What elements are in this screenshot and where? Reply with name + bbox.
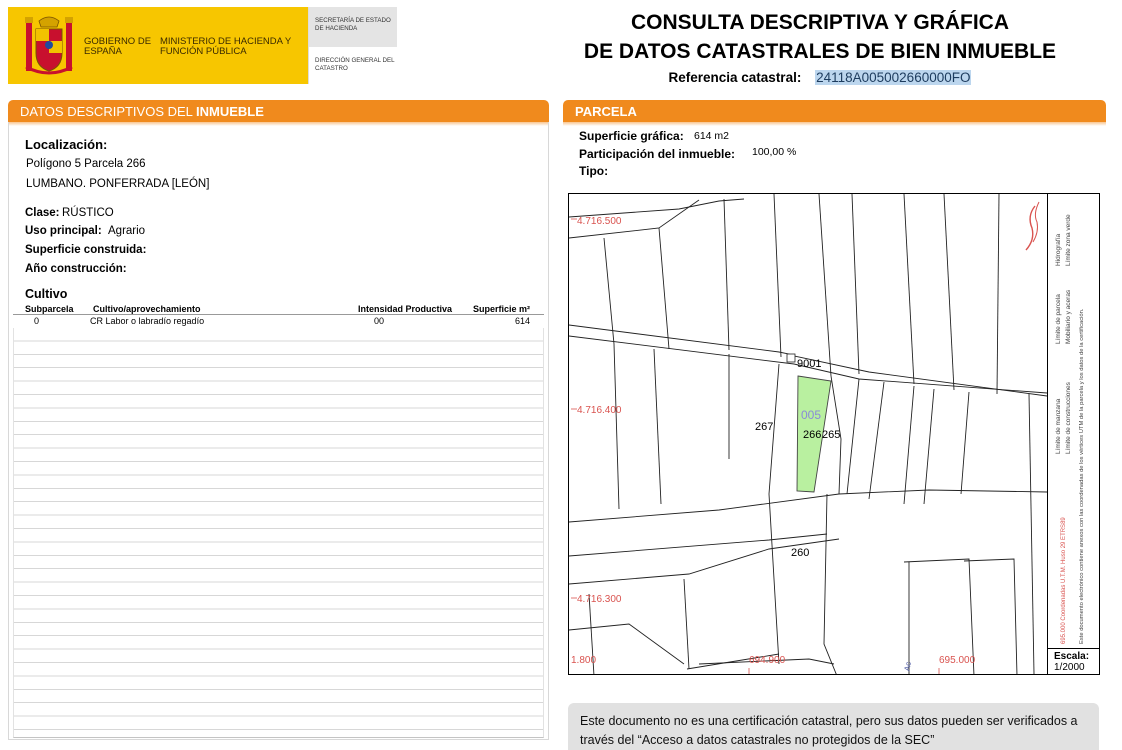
clase-value: RÚSTICO: [62, 207, 114, 219]
participacion-value: 100,00 %: [752, 146, 797, 158]
bar-title-prefix: DATOS DESCRIPTIVOS DEL: [20, 104, 197, 119]
table-empty-rows: [13, 328, 544, 738]
parcel-label-266: 266: [803, 429, 822, 441]
coord-y-3: 4.716.300: [577, 594, 622, 605]
coord-y-1: 4.716.500: [577, 216, 622, 227]
datos-descriptivos-header: [8, 100, 549, 122]
gobierno-de-espana-text: GOBIERNO DE ESPAÑA: [84, 36, 152, 57]
parcel-label-265: 265: [822, 429, 841, 441]
cell-intensidad: 00: [374, 316, 385, 326]
parcela-title: PARCELA: [575, 104, 637, 119]
cell-cultivo: CR Labor o labradío regadío: [90, 316, 205, 326]
legend-limite-parcela: Límite de parcela: [1055, 294, 1062, 344]
superficie-construida-label: Superficie construida:: [25, 244, 147, 256]
referencia-catastral-row: [560, 70, 1080, 85]
localizacion-line-2: LUMBANO. PONFERRADA [LEÓN]: [26, 178, 210, 190]
direccion-catastro-text: DIRECCIÓN GENERAL DEL CATASTRO: [315, 57, 395, 72]
legend-zona-verde: Límite zona verde: [1065, 214, 1072, 266]
document-title: [560, 8, 1080, 66]
bar-title-bold: INMUEBLE: [196, 104, 264, 119]
legend-mobiliario: Mobiliario y aceras: [1065, 289, 1072, 344]
table-header: [13, 303, 544, 315]
legend-note-utm: 695.000 Coordenadas U.T.M. Huso 29 ETRS89: [1061, 517, 1067, 644]
referencia-value[interactable]: 24118A005002660000FO: [816, 70, 971, 85]
coord-x-1: 1.800: [571, 655, 597, 666]
legend-hidrografia: Hidrografía: [1055, 233, 1062, 266]
uso-principal-label: Uso principal:: [25, 225, 102, 237]
government-logo-banner: [8, 7, 308, 84]
participacion-label: Participación del inmueble:: [579, 147, 736, 161]
uso-principal-value: Agrario: [108, 225, 146, 237]
col-superficie: Superficie m²: [473, 304, 531, 314]
clase-label: Clase:: [25, 207, 60, 219]
title-line-1: CONSULTA DESCRIPTIVA Y GRÁFICA: [630, 11, 1010, 34]
coord-x-2: 694.900: [749, 655, 786, 666]
col-subparcela: Subparcela: [25, 304, 74, 314]
polygon-label-005: 005: [801, 408, 822, 422]
referencia-label: Referencia catastral:: [668, 70, 802, 85]
col-cultivo: Cultivo/aprovechamiento: [93, 304, 201, 314]
parcel-label-260: 260: [791, 547, 810, 559]
cultivo-table: [13, 303, 544, 327]
title-line-2: DE DATOS CATASTRALES DE BIEN INMUEBLE: [583, 40, 1057, 63]
parcel-label-9001: 9001: [797, 358, 822, 370]
superficie-grafica-value: 614 m2: [694, 130, 730, 142]
scale-box: [1047, 648, 1099, 674]
map-legend: [1047, 194, 1099, 648]
ano-construccion-label: Año construcción:: [25, 263, 127, 275]
parcel-label-267: 267: [755, 421, 774, 433]
coord-x-3: 695.000: [939, 655, 976, 666]
cell-superficie: 614: [515, 316, 531, 326]
scale-value: 1/2000: [1054, 662, 1085, 673]
axis-marker: Ac: [902, 661, 913, 672]
secretaria-block: [308, 7, 396, 84]
secretaria-text: SECRETARÍA DE ESTADO DE HACIENDA: [309, 7, 397, 47]
ministerio-text: MINISTERIO DE HACIENDA Y FUNCIÓN PÚBLICA: [160, 36, 292, 57]
cadastral-map[interactable]: [568, 193, 1100, 675]
tipo-label: Tipo:: [579, 164, 609, 178]
coat-of-arms-icon: [22, 15, 76, 79]
scale-label: Escala:: [1054, 651, 1090, 662]
coord-y-2: 4.716.400: [577, 405, 622, 416]
col-intensidad: Intensidad Productiva: [358, 304, 453, 314]
cell-subparcela: 0: [34, 316, 40, 326]
cultivo-label: Cultivo: [25, 287, 68, 301]
legend-note-coordinates: Este documento electrónico contiene anexos con las coordenadas de los vértices UTM de la parcela y los datos de la certificación.: [1079, 308, 1085, 644]
legend-limite-construcciones: Límite de construcciones: [1065, 382, 1072, 454]
superficie-grafica-label: Superficie gráfica:: [579, 129, 684, 143]
localizacion-line-1: Polígono 5 Parcela 266: [26, 158, 146, 170]
verification-notice: Este documento no es una certificación catastral, pero sus datos pueden ser verificados a través del “Acceso a datos catastrales no protegidos de la SEC”: [568, 703, 1099, 750]
parcela-header: [563, 100, 1106, 122]
legend-limite-manzana: Límite de manzana: [1055, 398, 1062, 454]
localizacion-label: Localización:: [25, 137, 108, 152]
table-row: [13, 315, 544, 327]
